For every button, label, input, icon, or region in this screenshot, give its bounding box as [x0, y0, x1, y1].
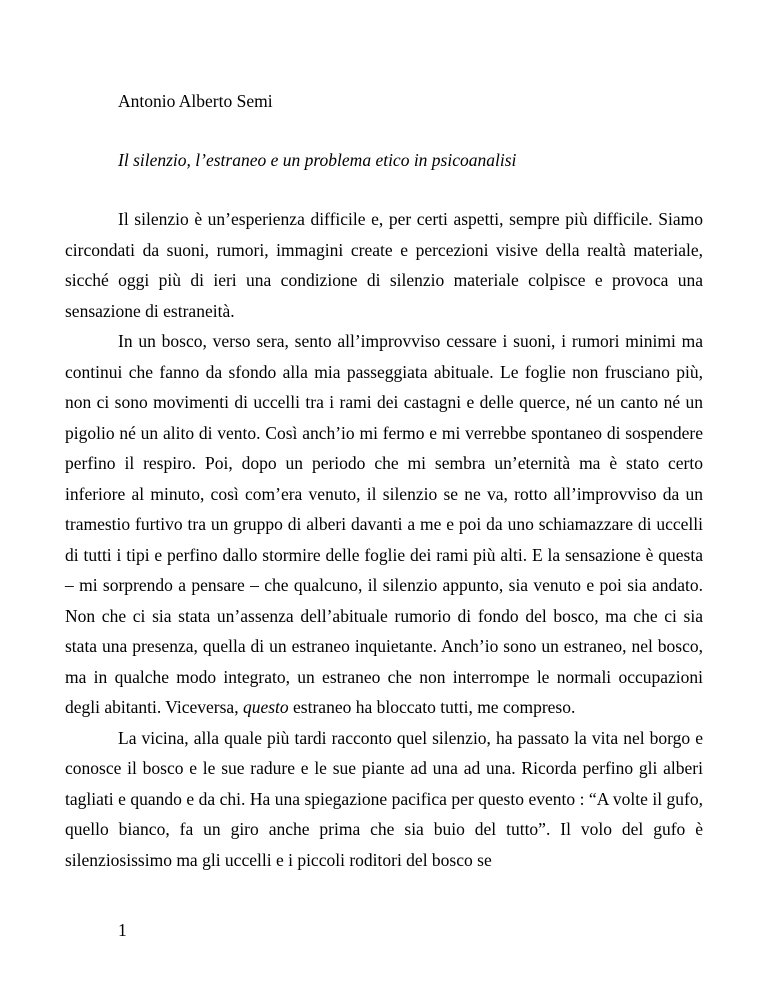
essay-title: Il silenzio, l’estraneo e un problema etico in psicoanalisi [118, 150, 517, 170]
paragraph-2-text: In un bosco, verso sera, sento all’improvviso cessare i suoni, i rumori minimi ma continui che fanno da sfondo alla mia passeggiata abituale. Le foglie non frusciano più, non ci sono movimenti di uccelli tra i rami dei castagni e delle querce, né un canto né un pigolio né un alito di vento. Così anch’io mi fermo e mi verrebbe spontaneo di sospendere perfino il respiro. Poi, dopo un periodo che mi sembra un’eternità ma è stato certo inferiore al minuto, così com’era venuto, il silenzio se ne va, rotto all’improvviso da un tramestio furtivo tra un gruppo di alberi davanti a me e poi da uno schiamazzare di uccelli di tutti i tipi e perfino dallo stormire delle foglie dei rami più alti. E la sensazione è questa – mi sorprendo a pensare – che qualcuno, il silenzio appunto, sia venuto e poi sia andato. Non che ci sia stata un’assenza dell’abituale rumorio di fondo del bosco, ma che ci sia stata una presenza, quella di un estraneo inquietante. Anch’io sono un estraneo, nel bosco, ma in qualche modo integrato, un estraneo che non interrompe le normali occupazioni degli abitanti. [65, 331, 703, 717]
tail-after: estraneo ha bloccato tutti, me compreso. [288, 697, 576, 717]
paragraph-2 [65, 326, 703, 723]
paragraph-3: La vicina, alla quale più tardi racconto quel silenzio, ha passato la vita nel borgo e conosce il bosco e le sue radure e le sue piante ad una ad una. Ricorda perfino gli alberi tagliati e quando e da chi. Ha una spiegazione pacifica per questo evento : “A volte il gufo, quello bianco, fa un giro anche prima che sia buio del tutto”. Il volo del gufo è silenziosissimo ma gli uccelli e i piccoli roditori del bosco se [65, 727, 703, 870]
paragraph-2-tail [165, 697, 575, 717]
author-name: Antonio Alberto Semi [118, 91, 273, 111]
page-number: 1 [118, 920, 127, 940]
essay-body [65, 204, 703, 875]
tail-before: Viceversa, [165, 697, 243, 717]
paragraph-1: Il silenzio è un’esperienza difficile e, per certi aspetti, sempre più difficile. Siamo circondati da suoni, rumori, immagini create e percezioni visive della realtà materiale, sicché oggi più di ieri una condizione di silenzio materiale colpisce e provoca una sensazione di estraneità. [65, 209, 703, 321]
tail-emphasis: questo [242, 697, 289, 717]
